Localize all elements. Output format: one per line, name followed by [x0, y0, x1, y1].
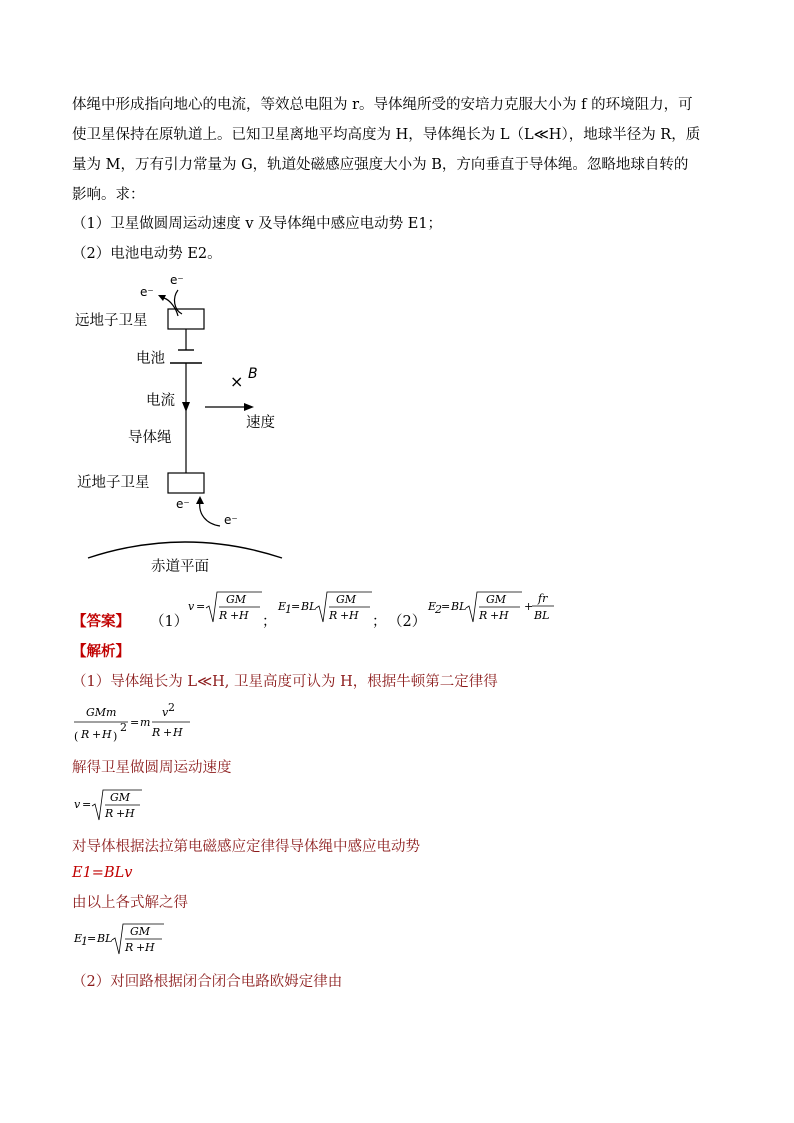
- svg-text:2: 2: [120, 721, 127, 734]
- question-2: （2）电池电动势 E2。: [72, 246, 222, 262]
- newton-law-formula: [72, 700, 202, 748]
- svg-text:+: +: [340, 609, 350, 622]
- problem-line-3: 量为 M，万有引力常量为 G，轨道处磁感应强度大小为 B，方向垂直于导体绳。忽略地球自转的: [72, 157, 689, 173]
- analysis-step-1: （1）导体绳长为 L≪H, 卫星高度可认为 H，根据牛顿第二定律得: [72, 674, 498, 690]
- answer-tag: 【答案】: [72, 613, 130, 630]
- equator-label: 赤道平面: [151, 559, 209, 575]
- svg-text:R: R: [81, 728, 90, 741]
- svg-text:=: =: [82, 798, 92, 811]
- answer-sep-1: ；: [262, 614, 277, 630]
- answer-v-formula: [186, 588, 266, 628]
- analysis-step-4: E1=BLv: [72, 865, 133, 881]
- svg-text:H: H: [239, 609, 249, 622]
- svg-text:+: +: [116, 807, 126, 820]
- svg-text:GM: GM: [226, 593, 247, 606]
- svg-text:+: +: [524, 600, 534, 613]
- electron-label-bottom: e⁻: [176, 497, 190, 511]
- svg-text:GMm: GMm: [86, 706, 117, 719]
- electron-label-top: e⁻: [170, 273, 184, 287]
- svg-text:H: H: [102, 728, 112, 741]
- conductor-label: 导体绳: [128, 430, 172, 446]
- velocity-label: 速度: [246, 415, 275, 431]
- svg-text:E: E: [74, 932, 83, 945]
- svg-text:fr: fr: [538, 592, 548, 605]
- near-satellite-label: 近地子卫星: [77, 475, 150, 491]
- svg-text:R: R: [152, 726, 161, 739]
- svg-text:1: 1: [81, 935, 88, 948]
- svg-text:BL: BL: [534, 609, 550, 622]
- svg-text:): ): [113, 730, 118, 743]
- current-arrow: [182, 402, 190, 412]
- answer-part-1: （1）: [150, 614, 189, 630]
- svg-text:m: m: [140, 716, 151, 729]
- answer-e2-formula: [426, 588, 562, 628]
- svg-text:R: R: [219, 609, 228, 622]
- svg-text:1: 1: [285, 603, 292, 616]
- answer-part-2: （2）: [388, 614, 427, 630]
- b-field-label: B: [248, 366, 258, 382]
- equator-arc: [88, 542, 282, 558]
- svg-text:(: (: [74, 730, 79, 743]
- answer-sep-2: ；: [372, 614, 387, 630]
- svg-text:=: =: [130, 716, 140, 729]
- far-satellite-label: 远地子卫星: [75, 313, 148, 329]
- answer-e1-formula: [276, 588, 376, 628]
- svg-text:R: R: [125, 941, 134, 954]
- svg-text:R: R: [329, 609, 338, 622]
- problem-line-4: 影响。求：: [72, 187, 145, 203]
- svg-text:=: =: [87, 932, 97, 945]
- svg-text:v: v: [74, 798, 81, 811]
- current-label: 电流: [146, 393, 175, 409]
- svg-text:H: H: [173, 726, 183, 739]
- far-satellite-box: [168, 309, 204, 329]
- svg-text:GM: GM: [130, 925, 151, 938]
- electron-arrow-bottom: [196, 496, 204, 504]
- analysis-step-3: 对导体根据法拉第电磁感应定律得导体绳中感应电动势: [72, 839, 420, 855]
- svg-text:GM: GM: [486, 593, 507, 606]
- svg-text:v: v: [188, 600, 195, 613]
- svg-text:BL: BL: [451, 600, 467, 613]
- svg-text:2: 2: [168, 701, 175, 714]
- analysis-step-2: 解得卫星做圆周运动速度: [72, 760, 232, 776]
- problem-line-1: 体绳中形成指向地心的电流，等效总电阻为 r。导体绳所受的安培力克服大小为 f 的环境阻力，可: [72, 97, 693, 113]
- svg-text:GM: GM: [336, 593, 357, 606]
- problem-line-2: 使卫星保持在原轨道上。已知卫星离地平均高度为 H，导体绳长为 L（L≪H），地球半径为 R，质: [72, 127, 701, 143]
- svg-text:+: +: [92, 728, 102, 741]
- svg-text:H: H: [349, 609, 359, 622]
- svg-text:BL: BL: [97, 932, 113, 945]
- svg-text:E: E: [278, 600, 287, 613]
- tether-diagram: [60, 268, 360, 580]
- svg-text:=: =: [441, 600, 451, 613]
- analysis-step-6: （2）对回路根据闭合闭合电路欧姆定律由: [72, 974, 343, 990]
- near-satellite-box: [168, 473, 204, 493]
- svg-text:=: =: [196, 600, 206, 613]
- battery-label: 电池: [136, 351, 165, 367]
- svg-text:=: =: [291, 600, 301, 613]
- svg-text:+: +: [490, 609, 500, 622]
- electron-label-bottom-right: e⁻: [224, 513, 238, 527]
- velocity-arrow-head: [244, 403, 254, 411]
- svg-text:R: R: [105, 807, 114, 820]
- svg-text:H: H: [499, 609, 509, 622]
- svg-text:BL: BL: [301, 600, 317, 613]
- analysis-step-5: 由以上各式解之得: [72, 895, 188, 911]
- emf-e1-formula: [72, 920, 172, 960]
- svg-text:E: E: [428, 600, 437, 613]
- electron-label-top-left: e⁻: [140, 285, 154, 299]
- svg-text:+: +: [163, 726, 173, 739]
- question-1: （1）卫星做圆周运动速度 v 及导体绳中感应电动势 E1；: [72, 216, 443, 232]
- analysis-tag: 【解析】: [72, 643, 130, 660]
- svg-text:+: +: [136, 941, 146, 954]
- svg-text:v: v: [162, 706, 169, 719]
- svg-text:H: H: [145, 941, 155, 954]
- svg-text:GM: GM: [110, 791, 131, 804]
- svg-text:R: R: [479, 609, 488, 622]
- b-field-cross: ×: [230, 372, 244, 391]
- electron-path-bottom: [200, 501, 220, 526]
- svg-text:H: H: [125, 807, 135, 820]
- svg-text:2: 2: [435, 603, 442, 616]
- velocity-formula: [72, 786, 152, 826]
- svg-text:+: +: [230, 609, 240, 622]
